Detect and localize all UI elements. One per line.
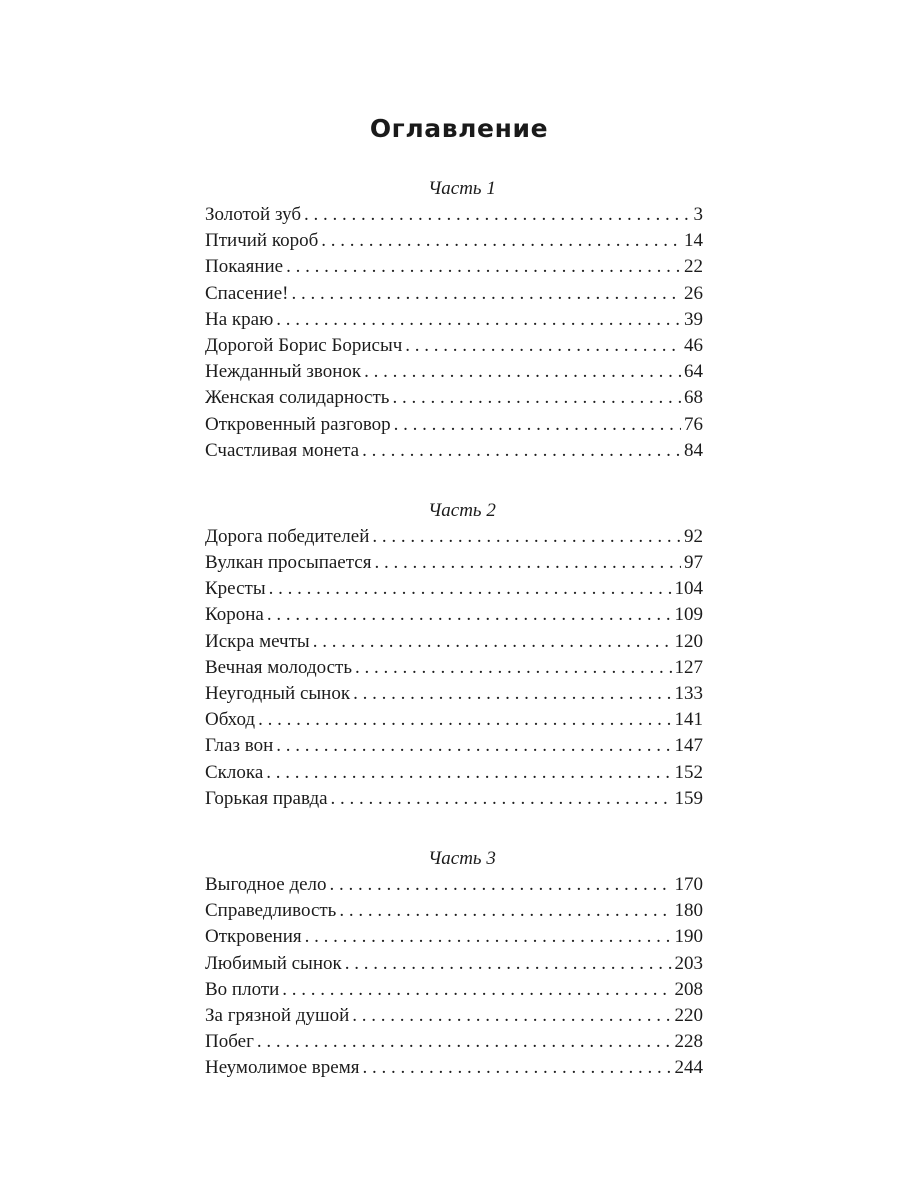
toc-part xyxy=(205,176,703,464)
page-number: 97 xyxy=(684,552,703,574)
toc-entry xyxy=(205,576,703,602)
page-number: 141 xyxy=(674,709,703,731)
chapter-title: Побег xyxy=(205,1031,254,1053)
page-number: 3 xyxy=(693,204,703,225)
toc-entry xyxy=(205,333,703,359)
chapter-title: Корона xyxy=(205,604,264,626)
toc-entry xyxy=(205,733,703,759)
dot-leader xyxy=(269,576,672,602)
chapter-title: Справедливость xyxy=(205,900,337,922)
page-number: 127 xyxy=(674,656,703,678)
chapter-title: Дорога победителей xyxy=(205,525,370,547)
page-number: 170 xyxy=(674,873,703,895)
chapter-title: Счастливая монета xyxy=(205,439,360,461)
page-number: 46 xyxy=(684,334,703,356)
dot-leader xyxy=(276,307,681,333)
page-number: 159 xyxy=(674,787,703,809)
toc-entry xyxy=(205,524,703,550)
page-number: 208 xyxy=(674,978,703,1000)
page-number: 92 xyxy=(684,525,703,547)
toc-entry xyxy=(205,1003,703,1029)
dot-leader xyxy=(276,733,671,759)
dot-leader xyxy=(257,1029,672,1055)
toc-entry xyxy=(205,786,703,812)
dot-leader xyxy=(394,412,681,438)
dot-leader xyxy=(362,438,681,464)
chapter-title: Выгодное дело xyxy=(205,873,327,895)
toc-entry xyxy=(205,438,703,464)
chapter-title: Любимый сынок xyxy=(205,952,342,974)
toc-entry xyxy=(205,629,703,655)
page-number: 147 xyxy=(674,735,703,757)
page-number: 39 xyxy=(684,308,703,330)
page-title: Оглавление xyxy=(369,114,549,143)
dot-leader xyxy=(352,1003,671,1029)
page-number: 244 xyxy=(674,1057,703,1079)
toc-entry xyxy=(205,1055,703,1081)
chapter-title: Дорогой Борис Борисыч xyxy=(205,334,403,356)
toc-entry xyxy=(205,951,703,977)
dot-leader xyxy=(362,1055,671,1081)
dot-leader xyxy=(321,228,681,254)
dot-leader xyxy=(305,924,672,950)
chapter-title: За грязной душой xyxy=(205,1004,350,1026)
toc-entry xyxy=(205,228,703,254)
toc-entry xyxy=(205,412,703,438)
page-number: 220 xyxy=(674,1004,703,1026)
dot-leader xyxy=(374,550,681,576)
dot-leader xyxy=(372,524,681,550)
toc-entry xyxy=(205,1029,703,1055)
toc-entry-list xyxy=(205,202,703,464)
page-number: 152 xyxy=(674,761,703,783)
toc-entry xyxy=(205,385,703,411)
page-number: 109 xyxy=(674,604,703,626)
page-number: 180 xyxy=(674,900,703,922)
toc-entry xyxy=(205,977,703,1003)
chapter-title: Вечная молодость xyxy=(205,656,353,678)
toc-entry xyxy=(205,924,703,950)
page-number: 84 xyxy=(684,439,703,461)
dot-leader xyxy=(330,872,672,898)
chapter-title: Обход xyxy=(205,709,256,731)
chapter-title: Нежданный звонок xyxy=(205,361,362,383)
dot-leader xyxy=(353,681,671,707)
toc-entry-list xyxy=(205,524,703,812)
page-number: 26 xyxy=(684,282,703,304)
chapter-title: Вулкан просыпается xyxy=(205,552,372,574)
toc-entry xyxy=(205,307,703,333)
dot-leader xyxy=(392,385,681,411)
toc-entry xyxy=(205,550,703,576)
page-number: 133 xyxy=(674,683,703,704)
chapter-title: Женская солидарность xyxy=(205,387,390,409)
dot-leader xyxy=(339,898,671,924)
chapter-title: Горькая правда xyxy=(205,787,328,809)
part-title: Часть 2 xyxy=(428,499,496,521)
page-number: 190 xyxy=(674,926,703,948)
page-number: 76 xyxy=(684,413,703,435)
toc-entry xyxy=(205,655,703,681)
chapter-title: Спасение! xyxy=(205,282,289,304)
chapter-title: Неугодный сынок xyxy=(205,683,351,704)
dot-leader xyxy=(355,655,671,681)
dot-leader xyxy=(313,629,672,655)
toc-entry xyxy=(205,760,703,786)
chapter-title: Покаяние xyxy=(205,256,284,278)
dot-leader xyxy=(304,202,691,228)
toc-entry xyxy=(205,281,703,307)
dot-leader xyxy=(282,977,671,1003)
chapter-title: Откровения xyxy=(205,926,302,948)
dot-leader xyxy=(267,602,672,628)
chapter-title: Золотой зуб xyxy=(205,204,301,225)
part-title: Часть 3 xyxy=(428,847,496,869)
toc-entry xyxy=(205,898,703,924)
page-number: 120 xyxy=(674,630,703,652)
page-number: 68 xyxy=(684,387,703,409)
toc-entry xyxy=(205,872,703,898)
chapter-title: На краю xyxy=(205,308,274,330)
dot-leader xyxy=(266,760,671,786)
chapter-title: Глаз вон xyxy=(205,735,274,757)
page-number: 14 xyxy=(684,230,703,252)
page-number: 228 xyxy=(674,1031,703,1053)
chapter-title: Кресты xyxy=(205,578,266,600)
dot-leader xyxy=(331,786,672,812)
toc-entry-list xyxy=(205,872,703,1082)
page-number: 64 xyxy=(684,361,703,383)
dot-leader xyxy=(291,281,681,307)
dot-leader xyxy=(345,951,672,977)
toc-entry xyxy=(205,602,703,628)
chapter-title: Неумолимое время xyxy=(205,1057,360,1079)
dot-leader xyxy=(286,254,681,280)
chapter-title: Во плоти xyxy=(205,978,280,1000)
toc-entry xyxy=(205,202,703,228)
dot-leader xyxy=(364,359,681,385)
page-number: 203 xyxy=(674,952,703,974)
toc-part xyxy=(205,846,703,1082)
page-number: 22 xyxy=(684,256,703,278)
table-of-contents xyxy=(205,176,703,1115)
part-title: Часть 1 xyxy=(428,178,496,199)
chapter-title: Склока xyxy=(205,761,264,783)
chapter-title: Откровенный разговор xyxy=(205,413,391,435)
chapter-title: Искра мечты xyxy=(205,630,310,652)
toc-entry xyxy=(205,681,703,707)
dot-leader xyxy=(405,333,681,359)
chapter-title: Птичий короб xyxy=(205,230,319,252)
toc-part xyxy=(205,498,703,812)
toc-entry xyxy=(205,254,703,280)
toc-entry xyxy=(205,359,703,385)
page-number: 104 xyxy=(674,578,703,600)
toc-entry xyxy=(205,707,703,733)
dot-leader xyxy=(258,707,671,733)
